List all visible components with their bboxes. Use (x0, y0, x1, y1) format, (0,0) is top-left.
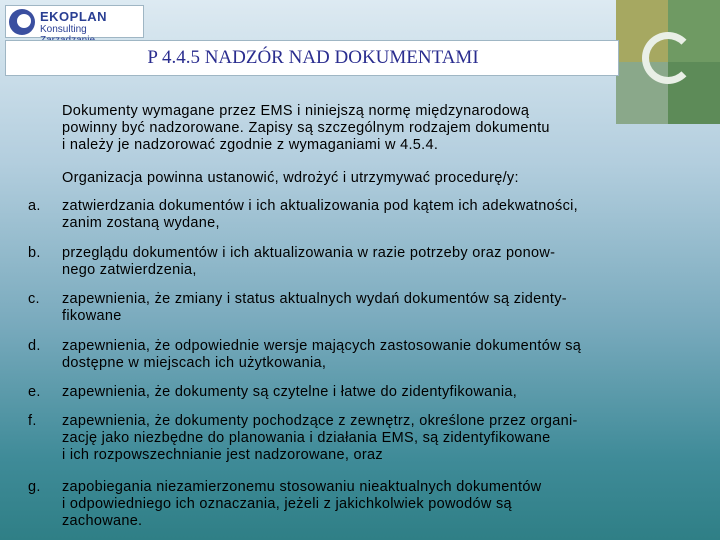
title-box (5, 40, 619, 76)
list-item-line: zatwierdzania dokumentów i ich aktualizowania pod kątem ich adekwatności, (62, 198, 578, 214)
list-marker: e. (28, 384, 41, 400)
lead-text: Organizacja powinna ustanowić, wdrożyć i utrzymywać procedurę/y: (62, 170, 519, 186)
list-marker: a. (28, 198, 41, 214)
list-item-line: i odpowiedniego ich oznaczania, jeżeli z jakichkolwiek powodów są (62, 496, 512, 512)
list-marker: f. (28, 413, 37, 429)
intro-line: i należy je nadzorować zgodnie z wymaganiami w 4.5.4. (62, 137, 439, 153)
list-item-line: zapewnienia, że dokumenty są czytelne i łatwe do zidentyfikowania, (62, 384, 518, 400)
list-item-line: dostępne w miejscach ich użytkowania, (62, 355, 327, 371)
logo-name: EKOPLAN (40, 9, 108, 24)
list-item-line: zanim zostaną wydane, (62, 215, 220, 231)
list-item-line: zację jako niezbędne do planowania i działania EMS, są zidentyfikowane (62, 430, 551, 446)
intro-line: powinny być nadzorowane. Zapisy są szczególnym rodzajem dokumentu (62, 120, 550, 136)
list-marker: g. (28, 479, 41, 495)
list-item-line: zapewnienia, że odpowiednie wersje mających zastosowanie dokumentów są (62, 338, 582, 354)
logo-subtitle: Konsulting (40, 24, 87, 35)
logo (5, 5, 144, 38)
list-item-line: fikowane (62, 308, 122, 324)
list-item-line: przeglądu dokumentów i ich aktualizowania w razie potrzeby oraz ponow- (62, 245, 556, 261)
list-marker: b. (28, 245, 41, 261)
list-item-line: zapewnienia, że zmiany i status aktualnych wydań dokumentów są zidenty- (62, 291, 567, 307)
intro-line: Dokumenty wymagane przez EMS i niniejszą normę międzynarodową (62, 103, 530, 119)
list-item-line: zachowane. (62, 513, 143, 529)
list-item-line: zapobiegania niezamierzonemu stosowaniu nieaktualnych dokumentów (62, 479, 542, 495)
list-marker: d. (28, 338, 41, 354)
intro-paragraph (62, 103, 642, 154)
page-title: P 4.4.5 NADZÓR NAD DOKUMENTAMI (147, 47, 479, 68)
logo-icon (9, 9, 35, 35)
list-item-line: i ich rozpowszechnianie jest nadzorowane, oraz (62, 447, 383, 463)
list-item-line: nego zatwierdzenia, (62, 262, 197, 278)
list-item-line: zapewnienia, że dokumenty pochodzące z zewnętrz, określone przez organi- (62, 413, 578, 429)
list-marker: c. (28, 291, 40, 307)
recycle-icon (642, 32, 694, 84)
